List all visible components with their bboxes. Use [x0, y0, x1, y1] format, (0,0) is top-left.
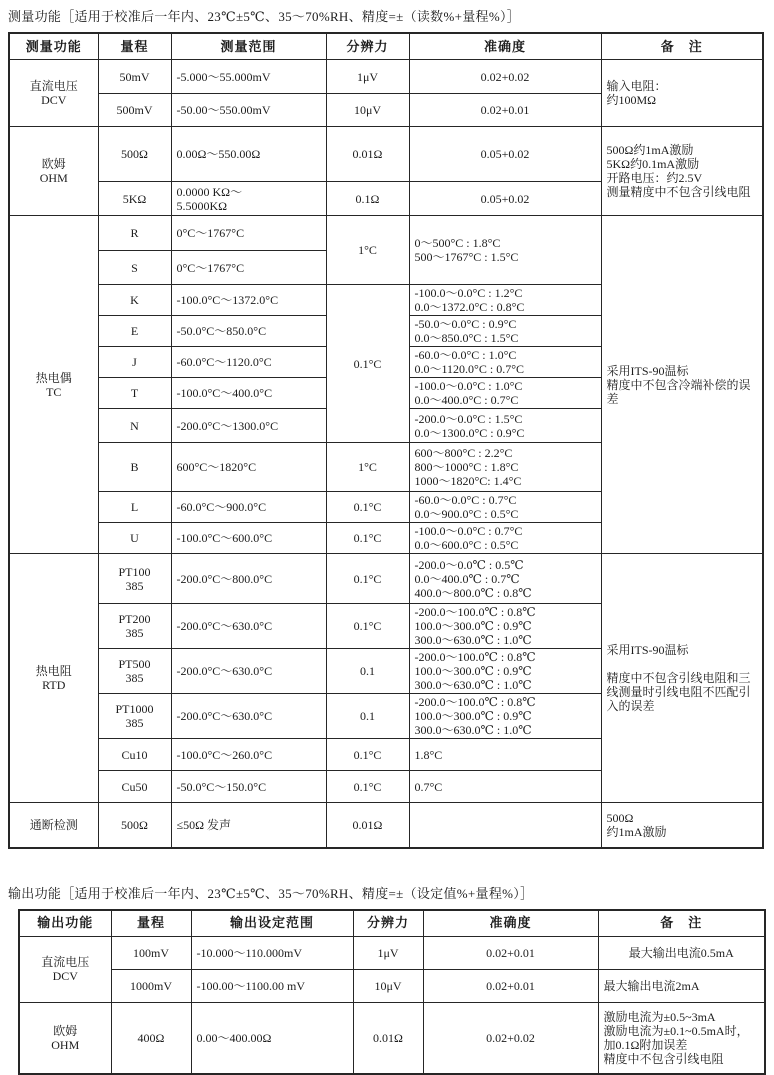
cell: [19, 936, 111, 1002]
cell-line: 0.0～400.0°C : 0.7°C: [415, 393, 596, 407]
cell: 0°C～1767°C: [171, 251, 326, 285]
cell: -60.0°C～900.0°C: [171, 492, 326, 523]
cell-line: 直流电压: [25, 955, 106, 969]
cell: [409, 803, 601, 848]
column-header: 分辨力: [353, 910, 423, 937]
cell-line: 0.0～1300.0°C : 0.9°C: [415, 426, 596, 440]
table-row: [19, 1002, 765, 1074]
cell: [9, 127, 98, 216]
column-header: 备 注: [598, 910, 765, 937]
cell: 0.1°C: [326, 771, 409, 803]
cell: [409, 554, 601, 604]
cell: -200.0°C～630.0°C: [171, 604, 326, 649]
cell-line: [607, 657, 758, 671]
cell: [601, 803, 763, 848]
cell: -10.000～110.000mV: [191, 936, 353, 969]
cell: 0.1°C: [326, 739, 409, 771]
cell: -100.0°C～1372.0°C: [171, 285, 326, 316]
column-header: 分辨力: [326, 33, 409, 60]
cell-line: -200.0～100.0℃ : 0.8℃: [415, 650, 596, 664]
output-table-title: 输出功能［适用于校准后一年内、23℃±5℃、35～70%RH、精度=±（设定值%+量程%）］: [8, 885, 766, 902]
cell-line: 300.0～630.0℃ : 1.0℃: [415, 723, 596, 737]
cell: 10μV: [326, 94, 409, 127]
cell-line: -100.0～0.0°C : 1.0°C: [415, 379, 596, 393]
cell: [98, 554, 171, 604]
cell: 0.02+0.01: [423, 936, 598, 969]
cell: 0.7°C: [409, 771, 601, 803]
cell: 0.01Ω: [326, 803, 409, 848]
cell: [409, 443, 601, 492]
cell-line: OHM: [25, 1038, 106, 1052]
cell: 1.8°C: [409, 739, 601, 771]
cell: 0.1°C: [326, 492, 409, 523]
cell: 1°C: [326, 443, 409, 492]
cell-line: 0.0～400.0℃ : 0.7℃: [415, 572, 596, 586]
cell: 0.05+0.02: [409, 182, 601, 216]
cell: [171, 182, 326, 216]
cell: [409, 694, 601, 739]
cell-line: -200.0～100.0℃ : 0.8℃: [415, 695, 596, 709]
cell: 0°C～1767°C: [171, 216, 326, 251]
cell: 5KΩ: [98, 182, 171, 216]
cell-line: RTD: [15, 678, 93, 692]
cell: [409, 285, 601, 316]
cell: [601, 216, 763, 554]
cell-line: 100.0～300.0℃ : 0.9℃: [415, 709, 596, 723]
column-header: 输出设定范围: [191, 910, 353, 937]
cell-line: 385: [104, 716, 166, 730]
cell-line: 采用ITS-90温标: [607, 364, 758, 378]
column-header: 测量功能: [9, 33, 98, 60]
cell: [9, 60, 98, 127]
cell: 0.1°C: [326, 604, 409, 649]
cell-line: 385: [104, 626, 166, 640]
cell: Cu10: [98, 739, 171, 771]
cell-line: 约100MΩ: [607, 93, 758, 107]
cell: 0.1: [326, 694, 409, 739]
cell-line: 开路电压：约2.5V: [607, 171, 758, 185]
cell: -100.0°C～400.0°C: [171, 378, 326, 409]
cell: N: [98, 409, 171, 443]
cell-line: 500Ω: [607, 811, 758, 825]
cell: -100.0°C～600.0°C: [171, 523, 326, 554]
cell: 0.1Ω: [326, 182, 409, 216]
cell: 通断检测: [9, 803, 98, 848]
cell: -100.0°C～260.0°C: [171, 739, 326, 771]
cell: 100mV: [111, 936, 191, 969]
cell: -60.0°C～1120.0°C: [171, 347, 326, 378]
cell: [598, 1002, 765, 1074]
cell: 1μV: [326, 60, 409, 94]
cell: L: [98, 492, 171, 523]
cell: -50.00～550.00mV: [171, 94, 326, 127]
cell-line: 300.0～630.0℃ : 1.0℃: [415, 633, 596, 647]
cell: 10μV: [353, 969, 423, 1002]
cell-line: 输入电阻：: [607, 79, 758, 93]
cell: 0.01Ω: [326, 127, 409, 182]
cell: [409, 492, 601, 523]
cell-line: PT100: [104, 565, 166, 579]
cell-line: -60.0～0.0°C : 1.0°C: [415, 348, 596, 362]
header-row: [9, 33, 763, 60]
column-header: 输出功能: [19, 910, 111, 937]
cell: E: [98, 316, 171, 347]
cell-line: 直流电压: [15, 79, 93, 93]
cell-line: 欧姆: [15, 157, 93, 171]
cell: Cu50: [98, 771, 171, 803]
cell: 0.02+0.02: [409, 60, 601, 94]
cell: [409, 604, 601, 649]
table-row: [19, 969, 765, 1002]
cell-line: -60.0～0.0°C : 0.7°C: [415, 493, 596, 507]
cell-line: 100.0～300.0℃ : 0.9℃: [415, 619, 596, 633]
cell-line: 精度中不包含冷端补偿的误差: [607, 378, 758, 406]
cell: 0.02+0.01: [409, 94, 601, 127]
cell-line: 精度中不包含引线电阻: [604, 1052, 760, 1066]
cell: -200.0°C～800.0°C: [171, 554, 326, 604]
cell-line: 5.5000KΩ: [177, 199, 321, 213]
cell-line: 0.0～900.0°C : 0.5°C: [415, 507, 596, 521]
cell-line: 欧姆: [25, 1024, 106, 1038]
cell-line: 0.0～1120.0°C : 0.7°C: [415, 362, 596, 376]
cell-line: -200.0～0.0°C : 1.5°C: [415, 412, 596, 426]
cell: 最大输出电流2mA: [598, 969, 765, 1002]
cell: B: [98, 443, 171, 492]
cell: [409, 523, 601, 554]
table-row: [9, 60, 763, 94]
cell-line: 500Ω约1mA激励: [607, 143, 758, 157]
cell: 400Ω: [111, 1002, 191, 1074]
cell-line: TC: [15, 385, 93, 399]
cell-line: 600～800°C : 2.2°C: [415, 446, 596, 460]
cell: 0.02+0.02: [423, 1002, 598, 1074]
column-header: 量程: [98, 33, 171, 60]
cell: 1°C: [326, 216, 409, 285]
cell-line: 300.0～630.0℃ : 1.0℃: [415, 678, 596, 692]
cell: 500Ω: [98, 127, 171, 182]
cell: [409, 347, 601, 378]
cell: -200.0°C～630.0°C: [171, 649, 326, 694]
cell: S: [98, 251, 171, 285]
cell: 500mV: [98, 94, 171, 127]
cell-line: 0～500°C : 1.8°C: [415, 236, 596, 250]
output-section: [8, 885, 766, 1075]
measurement-spec-table: [8, 32, 764, 849]
cell: [409, 216, 601, 285]
cell: [601, 127, 763, 216]
cell: [9, 216, 98, 554]
cell: [9, 554, 98, 803]
cell-line: -50.0～0.0°C : 0.9°C: [415, 317, 596, 331]
measure-table-title: 测量功能［适用于校准后一年内、23℃±5℃、35～70%RH、精度=±（读数%+量程%）］: [8, 8, 766, 25]
cell: 0.1°C: [326, 523, 409, 554]
cell-line: 热电阻: [15, 664, 93, 678]
cell-line: 采用ITS-90温标: [607, 643, 758, 657]
cell-line: PT1000: [104, 702, 166, 716]
cell: [409, 409, 601, 443]
cell-line: 0.0～600.0°C : 0.5°C: [415, 538, 596, 552]
cell-line: 0.0～1372.0°C : 0.8°C: [415, 300, 596, 314]
cell-line: PT200: [104, 612, 166, 626]
column-header: 准确度: [423, 910, 598, 937]
cell-line: -200.0～100.0℃ : 0.8℃: [415, 605, 596, 619]
cell: -100.00～1100.00 mV: [191, 969, 353, 1002]
cell-line: 1000～1820°C: 1.4°C: [415, 474, 596, 488]
cell-line: DCV: [15, 93, 93, 107]
cell: 500Ω: [98, 803, 171, 848]
cell: K: [98, 285, 171, 316]
cell-line: 385: [104, 579, 166, 593]
cell-line: 热电偶: [15, 371, 93, 385]
cell: [98, 694, 171, 739]
cell-line: 约1mA激励: [607, 825, 758, 839]
cell: 0.1°C: [326, 554, 409, 604]
cell-line: 800～1000°C : 1.8°C: [415, 460, 596, 474]
cell: [409, 649, 601, 694]
cell-line: 400.0～800.0℃ : 0.8℃: [415, 586, 596, 600]
cell: 1μV: [353, 936, 423, 969]
cell: -200.0°C～630.0°C: [171, 694, 326, 739]
cell-line: 500～1767°C : 1.5°C: [415, 250, 596, 264]
cell-line: DCV: [25, 969, 106, 983]
cell: [601, 554, 763, 803]
cell: 0.01Ω: [353, 1002, 423, 1074]
cell: J: [98, 347, 171, 378]
cell: 0.02+0.01: [423, 969, 598, 1002]
cell-line: -100.0～0.0°C : 0.7°C: [415, 524, 596, 538]
cell: -200.0°C～1300.0°C: [171, 409, 326, 443]
cell-line: 激励电流为±0.5~3mA: [604, 1010, 760, 1024]
column-header: 备 注: [601, 33, 763, 60]
cell: [98, 649, 171, 694]
cell: -50.0°C～850.0°C: [171, 316, 326, 347]
column-header: 准确度: [409, 33, 601, 60]
cell: U: [98, 523, 171, 554]
cell-line: PT500: [104, 657, 166, 671]
cell: 0.1°C: [326, 285, 409, 443]
cell-line: 测量精度中不包含引线电阻: [607, 185, 758, 199]
cell: 最大输出电流0.5mA: [598, 936, 765, 969]
table-row: [9, 554, 763, 604]
table-row: [9, 803, 763, 848]
cell: [19, 1002, 111, 1074]
cell-line: 100.0～300.0℃ : 0.9℃: [415, 664, 596, 678]
cell: ≤50Ω 发声: [171, 803, 326, 848]
cell: 0.00Ω～550.00Ω: [171, 127, 326, 182]
column-header: 量程: [111, 910, 191, 937]
cell-line: 激励电流为±0.1~0.5mA时，加0.1Ω附加误差: [604, 1024, 760, 1052]
output-spec-table: [18, 909, 766, 1075]
cell-line: -200.0～0.0℃ : 0.5℃: [415, 558, 596, 572]
cell: -5.000～55.000mV: [171, 60, 326, 94]
table-row: [9, 216, 763, 251]
cell-line: 385: [104, 671, 166, 685]
cell: 50mV: [98, 60, 171, 94]
cell-line: OHM: [15, 171, 93, 185]
cell-line: 0.0000 KΩ～: [177, 185, 321, 199]
cell: [98, 604, 171, 649]
cell: 600°C～1820°C: [171, 443, 326, 492]
cell-line: 5KΩ约0.1mA激励: [607, 157, 758, 171]
cell: [601, 60, 763, 127]
cell: R: [98, 216, 171, 251]
cell: T: [98, 378, 171, 409]
cell: 0.1: [326, 649, 409, 694]
cell: 0.05+0.02: [409, 127, 601, 182]
cell: 0.00～400.00Ω: [191, 1002, 353, 1074]
table-row: [9, 127, 763, 182]
cell: [409, 316, 601, 347]
cell-line: 精度中不包含引线电阻和三线测量时引线电阻不匹配引入的误差: [607, 671, 758, 713]
cell-line: 0.0～850.0°C : 1.5°C: [415, 331, 596, 345]
table-row: [19, 936, 765, 969]
cell-line: -100.0～0.0°C : 1.2°C: [415, 286, 596, 300]
header-row: [19, 910, 765, 937]
column-header: 测量范围: [171, 33, 326, 60]
cell: 1000mV: [111, 969, 191, 1002]
cell: [409, 378, 601, 409]
cell: -50.0°C～150.0°C: [171, 771, 326, 803]
